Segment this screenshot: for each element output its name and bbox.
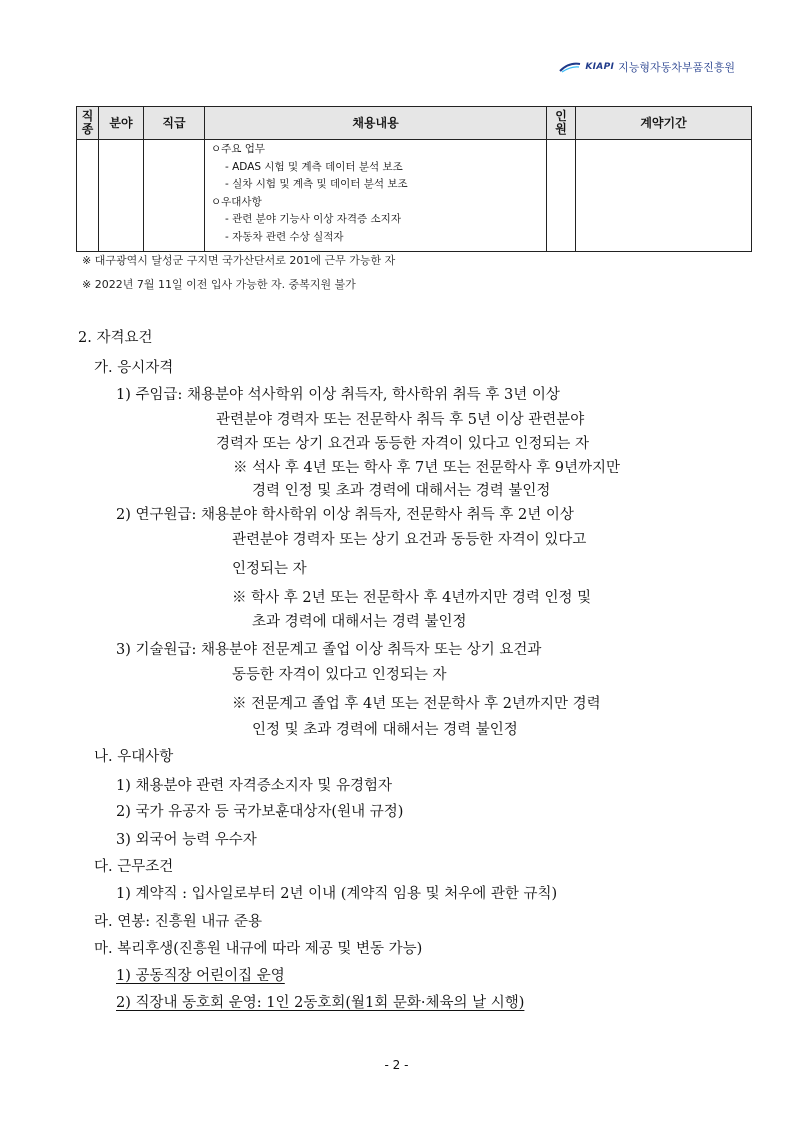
qual-note: ※ 석사 후 4년 또는 학사 후 7년 또는 전문학사 후 9년까지만 [233, 460, 621, 476]
section-title: 2. 자격요건 [78, 330, 153, 346]
qual-line: 3) 기술원급: 채용분야 전문계고 졸업 이상 취득자 또는 상기 요건과 [116, 642, 542, 658]
qual-note: ※ 학사 후 2년 또는 전문학사 후 4년까지만 경력 인정 및 [232, 590, 592, 606]
cell-content [205, 140, 547, 252]
col-field: 분야 [99, 107, 144, 140]
subsection-ma: 마. 복리후생(진흥원 내규에 따라 제공 및 변동 가능) [94, 941, 423, 957]
cell-headcount [547, 140, 576, 252]
cell-field [99, 140, 144, 252]
qual-line: 관련분야 경력자 또는 상기 요건과 동등한 자격이 있다고 [232, 532, 587, 548]
cell-job-type [77, 140, 99, 252]
qual-note: 인정 및 초과 경력에 대해서는 경력 불인정 [252, 722, 518, 738]
subsection-da: 다. 근무조건 [94, 859, 174, 875]
list-item: 2) 국가 유공자 등 국가보훈대상자(원내 규정) [116, 804, 404, 820]
qual-line: 경력자 또는 상기 요건과 동등한 자격이 있다고 인정되는 자 [216, 436, 590, 452]
subsection-na: 나. 우대사항 [94, 749, 174, 765]
table-row [77, 140, 752, 252]
qual-line: 관련분야 경력자 또는 전문학사 취득 후 5년 이상 관련분야 [216, 412, 585, 428]
table-notes [82, 249, 395, 297]
col-job-type: 직 종 [77, 107, 99, 140]
kiapi-swoosh-icon [559, 61, 581, 73]
qual-note: ※ 전문계고 졸업 후 4년 또는 전문학사 후 2년까지만 경력 [232, 696, 601, 712]
col-content: 채용내용 [205, 107, 547, 140]
content-line: - ADAS 시험 및 계측 데이터 분석 보조 [225, 160, 403, 173]
note-line: ※ 2022년 7월 11일 이전 입사 가능한 자. 중복지원 불가 [82, 278, 356, 291]
logo-org-name: 지능형자동차부품진흥원 [618, 61, 735, 74]
page-number: - 2 - [384, 1058, 409, 1072]
list-item: 1) 채용분야 관련 자격증소지자 및 유경험자 [116, 778, 393, 794]
qual-line: 2) 연구원급: 채용분야 학사학위 이상 취득자, 전문학사 취득 후 2년 이상 [116, 507, 574, 523]
list-item: 2) 직장내 동호회 운영: 1인 2동호회(월1회 문화·체육의 날 시행) [116, 995, 525, 1011]
logo-brand: KIAPI [585, 62, 615, 72]
qual-line: 1) 주임급: 채용분야 석사학위 이상 취득자, 학사학위 취득 후 3년 이상 [116, 387, 560, 403]
cell-contract [576, 140, 752, 252]
col-headcount: 인 원 [547, 107, 576, 140]
list-item: 1) 계약직 : 입사일로부터 2년 이내 (계약직 임용 및 처우에 관한 규칙) [116, 886, 558, 902]
note-line: ※ 대구광역시 달성군 구지면 국가산단서로 201에 근무 가능한 자 [82, 254, 396, 267]
content-line: - 실차 시험 및 계측 및 데이터 분석 보조 [225, 178, 408, 190]
col-grade: 직급 [144, 107, 205, 140]
cell-grade [144, 140, 205, 252]
col-contract: 계약기간 [576, 107, 752, 140]
qual-line: 동등한 자격이 있다고 인정되는 자 [232, 667, 447, 683]
recruitment-table [76, 106, 752, 252]
list-item: 1) 공동직장 어린이집 운영 [116, 968, 285, 984]
subsection-ga: 가. 응시자격 [94, 360, 174, 376]
list-item: 3) 외국어 능력 우수자 [116, 832, 257, 848]
org-logo [559, 58, 735, 76]
qual-line: 인정되는 자 [232, 561, 307, 577]
qual-note: 초과 경력에 대해서는 경력 불인정 [252, 614, 467, 630]
subsection-ra: 라. 연봉: 진흥원 내규 준용 [94, 914, 263, 930]
content-line: - 관련 분야 기능사 이상 자격증 소지자 [225, 213, 401, 225]
content-line: ㅇ우대사항 [211, 195, 262, 208]
qual-note: 경력 인정 및 초과 경력에 대해서는 경력 불인정 [252, 483, 551, 499]
content-line: ㅇ주요 업무 [211, 143, 266, 155]
table-header-row [77, 107, 752, 140]
content-line: - 자동차 관련 수상 실적자 [225, 230, 344, 243]
